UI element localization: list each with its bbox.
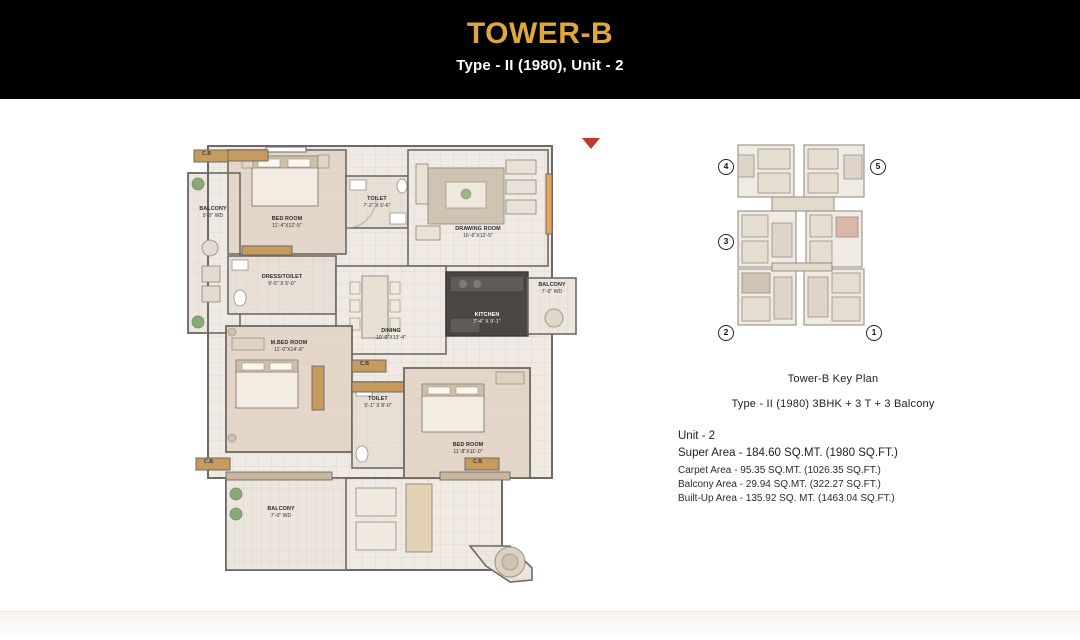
- built-up-area-label: Built-Up Area - 135.92 SQ. MT. (1463.04 SQ.FT.): [678, 493, 895, 504]
- room-name: DINING: [381, 328, 401, 334]
- cupboard-tag-4: C.B: [360, 361, 370, 367]
- balcony-area-label: Balcony Area - 29.94 SQ.MT. (322.27 SQ.FT.): [678, 479, 881, 490]
- room-dim: 11'-4"X12'-5": [272, 222, 302, 229]
- key-plan: [718, 137, 893, 359]
- room-dim: 9'-5" X 5'-0": [268, 280, 296, 287]
- room-name: TOILET: [367, 196, 387, 202]
- room-name: BALCONY: [267, 506, 295, 512]
- floor-plan-drawing: [180, 128, 600, 583]
- room-name: BED ROOM: [452, 442, 484, 448]
- room-name: BALCONY: [199, 206, 227, 212]
- room-dim: 7'-0" WD: [270, 512, 292, 519]
- carpet-area-label: Carpet Area - 95.35 SQ.MT. (1026.35 SQ.FT.): [678, 465, 881, 476]
- room-name: BALCONY: [538, 282, 566, 288]
- room-dim: 7'-2" X 5'-6": [363, 202, 391, 209]
- super-area-label: Super Area - 184.60 SQ.MT. (1980 SQ.FT.): [678, 447, 898, 459]
- room-dim: 16'-6"X12'-5": [462, 232, 494, 239]
- room-dim: 7'-6" WD: [541, 288, 563, 295]
- key-plan-marker-2[interactable]: 2: [718, 325, 734, 341]
- room-dim: 7'-4" X 9'-1": [473, 318, 501, 325]
- room-dim: 10'-0"X13'-4": [375, 334, 407, 341]
- floor-plan: [180, 128, 600, 583]
- key-plan-marker-4[interactable]: 4: [718, 159, 734, 175]
- key-plan-marker-5[interactable]: 5: [870, 159, 886, 175]
- room-dim: 9'-0" WD: [202, 212, 224, 219]
- key-plan-type: Type - II (1980) 3BHK + 3 T + 3 Balcony: [731, 398, 935, 410]
- key-plan-caption: Tower-B Key Plan: [787, 373, 879, 385]
- room-dim: 11'-0"X14'-8": [274, 346, 304, 353]
- key-plan-marker-1[interactable]: 1: [866, 325, 882, 341]
- page-title: TOWER-B: [466, 17, 614, 50]
- cupboard-tag-1: C.B: [202, 151, 212, 157]
- cupboard-tag-2: C.B: [204, 459, 214, 465]
- unit-label: Unit - 2: [678, 430, 716, 442]
- header-bar: [0, 0, 1080, 99]
- footer-strip: [0, 611, 1080, 640]
- room-name: DRAWING ROOM: [455, 226, 501, 232]
- key-plan-marker-3[interactable]: 3: [718, 234, 734, 250]
- area-details: [678, 430, 1008, 506]
- entry-arrow-icon: [582, 138, 600, 149]
- room-name: M.BED ROOM: [270, 340, 308, 346]
- room-dim: 5'-1" X 8'-0": [364, 402, 392, 409]
- key-plan-drawing: [718, 137, 893, 359]
- cupboard-tag-3: C.B: [473, 459, 483, 465]
- page-subtitle: Type - II (1980), Unit - 2: [456, 57, 624, 74]
- room-name: BED ROOM: [271, 216, 303, 222]
- room-name: TOILET: [368, 396, 388, 402]
- room-name: DRESS/TOILET: [261, 274, 303, 280]
- room-dim: 11'-8"X11'-0": [453, 448, 483, 455]
- room-name: KITCHEN: [474, 312, 500, 318]
